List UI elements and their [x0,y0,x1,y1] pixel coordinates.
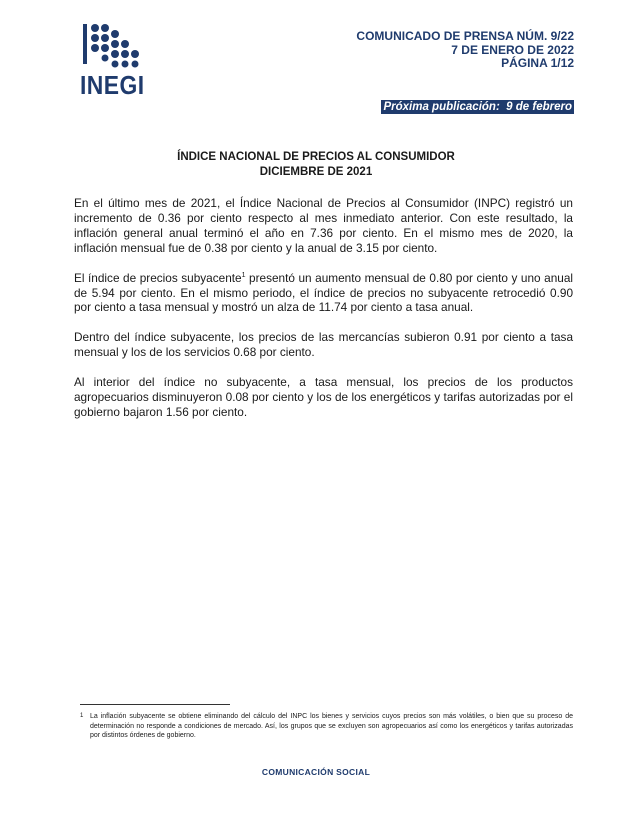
footnote-mark: 1 [80,713,84,719]
footnote [80,712,573,741]
paragraph-2-start: El índice de precios subyacente [74,270,242,285]
paragraph-3: Dentro del índice subyacente, los precios de las mercancías subieron 0.91 por ciento a tasa mensual y los de los servicios 0.68 por ciento. [74,330,573,360]
paragraph-1: En el último mes de 2021, el Índice Nacional de Precios al Consumidor (INPC) registró un incremento de 0.36 por ciento respecto al mes inmediato anterior. Con este resultado, la inflación general anual terminó el año en 7.36 por ciento. En el mismo mes de 2020, la inflación mensual fue de 0.38 por ciento y la anual de 3.15 por ciento. [74,196,573,255]
footnote-reference: 1 [241,271,246,279]
title-line-2: DICIEMBRE DE 2021 [259,166,373,178]
inegi-logo [80,24,150,100]
page-indicator: PÁGINA 1/12 [501,56,574,70]
next-publication-banner: Próxima publicación: 9 de febrero [383,101,572,113]
inegi-logo-dots-icon [83,24,149,68]
inegi-logo-text: INEGI [80,70,145,100]
page-footer: COMUNICACIÓN SOCIAL [261,767,371,777]
press-release-header [356,30,574,71]
release-number: COMUNICADO DE PRENSA NÚM. 9/22 [356,29,574,43]
title-line-1: ÍNDICE NACIONAL DE PRECIOS AL CONSUMIDOR [177,151,455,163]
paragraph-4: Al interior del índice no subyacente, a tasa mensual, los precios de los productos agropecuarios disminuyeron 0.08 por ciento y los de los energéticos y tarifas autorizadas por el gobierno bajaron 1.56 por ciento. [74,375,573,419]
document-title [0,150,632,180]
footnote-text: La inflación subyacente se obtiene eliminando del cálculo del INPC los bienes y servicios cuyos precios son más volátiles, o bien que su proceso de determinación no responde a condiciones de mercado. Así, los grupos que se excluyen son agropecuarios así como los energéticos y tarifas autorizadas por distintos órdenes de gobierno. [90,713,573,740]
paragraph-2 [74,271,573,316]
paragraph-2-end: presentó un aumento mensual de 0.80 por ciento y uno anual de 5.94 por ciento. En el mismo periodo, el índice de precios no subyacente retrocedió 0.90 por ciento a tasa mensual y mostró un alza de 11.74 por ciento a tasa anual. [74,270,573,315]
release-date: 7 DE ENERO DE 2022 [451,42,574,57]
footnote-divider [80,704,230,705]
document-body [74,196,573,435]
